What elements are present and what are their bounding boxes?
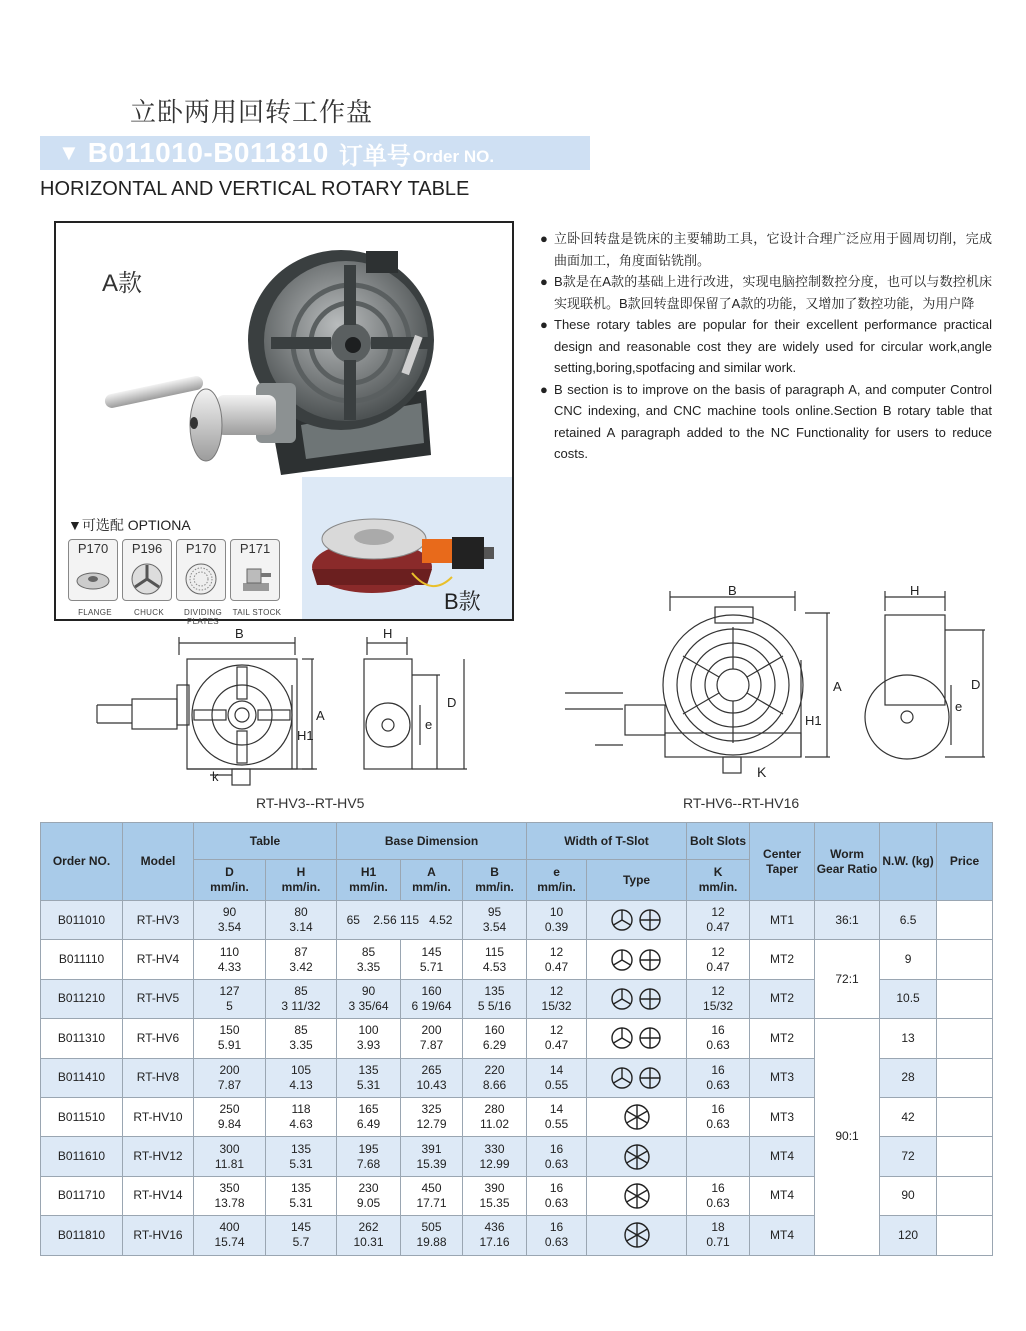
cell-price (937, 1058, 993, 1097)
cell-b: 330 12.99 (463, 1137, 527, 1176)
cell-center-taper: MT3 (750, 1097, 815, 1136)
cell-h1: 230 9.05 (337, 1176, 401, 1215)
col-header-k: K mm/in. (687, 860, 750, 901)
cell-order: B011310 (41, 1019, 123, 1058)
cell-center-taper: MT3 (750, 1058, 815, 1097)
cell-h1-a: 65 2.56 115 4.52 (337, 901, 463, 940)
dim-label-a: A (833, 679, 842, 694)
cell-a: 265 10.43 (401, 1058, 463, 1097)
option-code: P170 (185, 541, 217, 556)
cell-center-taper: MT2 (750, 979, 815, 1018)
cell-center-taper: MT2 (750, 1019, 815, 1058)
cell-order: B011710 (41, 1176, 123, 1215)
feature-text: B款是在A款的基础上进行改进，实现电脑控制数控分度，也可以与数控机床实现联机。B款回转盘即保留了A款的功能，又增加了数控功能，为用户降 (554, 274, 992, 311)
cell-e: 12 0.47 (527, 1019, 587, 1058)
cell-a: 160 6 19/64 (401, 979, 463, 1018)
product-photo-box (54, 221, 514, 626)
cell-h: 85 3 11/32 (266, 979, 337, 1018)
model-a-label: A款 (102, 270, 143, 297)
cell-e: 14 0.55 (527, 1058, 587, 1097)
rotary-table-a-photo (96, 245, 436, 485)
cell-center-taper: MT2 (750, 940, 815, 979)
order-label-cn: 订单号 (338, 142, 411, 170)
table-row (41, 1019, 993, 1058)
cell-b: 160 6.29 (463, 1019, 527, 1058)
dim-label-d: D (971, 677, 981, 692)
cell-h: 80 3.14 (266, 901, 337, 940)
dividing-plate-icon (183, 559, 219, 597)
cell-b: 390 15.35 (463, 1176, 527, 1215)
cell-type (587, 1137, 687, 1176)
option-caption: CHUCK (134, 608, 164, 617)
tslot-type-icon (608, 1026, 666, 1050)
col-header-type: Type (587, 860, 687, 901)
optional-accessories-title: ▼可选配 OPTIONA (68, 517, 191, 533)
option-caption: FLANGE (78, 608, 112, 617)
cell-order: B011210 (41, 979, 123, 1018)
order-number-bar (40, 136, 590, 170)
cell-model: RT-HV14 (123, 1176, 194, 1215)
cell-d: 150 5.91 (194, 1019, 266, 1058)
tslot-type-icon (608, 987, 666, 1011)
cell-worm-ratio: 36:1 (815, 901, 880, 940)
cell-type (587, 1216, 687, 1255)
dim-label-h1: H1 (805, 713, 822, 728)
cell-type (587, 940, 687, 979)
cell-net-weight: 28 (880, 1058, 937, 1097)
cell-net-weight: 72 (880, 1137, 937, 1176)
cell-k: 16 0.63 (687, 1058, 750, 1097)
cell-net-weight: 42 (880, 1097, 937, 1136)
col-header-e: e mm/in. (527, 860, 587, 901)
chuck-icon (129, 559, 165, 597)
cell-worm-ratio: 72:1 (815, 940, 880, 1019)
col-header-order: Order NO. (41, 823, 123, 901)
cell-model: RT-HV8 (123, 1058, 194, 1097)
cell-h: 145 5.7 (266, 1216, 337, 1255)
cell-net-weight: 90 (880, 1176, 937, 1215)
cell-a: 325 12.79 (401, 1097, 463, 1136)
drawing-rt-hv3-hv5 (92, 625, 482, 790)
cell-net-weight: 120 (880, 1216, 937, 1255)
cell-model: RT-HV16 (123, 1216, 194, 1255)
cell-net-weight: 13 (880, 1019, 937, 1058)
cell-e: 12 0.47 (527, 940, 587, 979)
specification-table (40, 822, 993, 1256)
optional-accessories-row (68, 539, 282, 626)
feature-bullet: ● 立卧回转盘是铣床的主要辅助工具，它设计合理广泛应用于圆周切削，完成曲面加工，角度面钻铣削。 (540, 231, 992, 268)
model-b-label: B款 (444, 589, 481, 614)
cell-e: 14 0.55 (527, 1097, 587, 1136)
col-header-table: Table (194, 823, 337, 860)
cell-price (937, 1097, 993, 1136)
option-card-chuck (122, 539, 172, 617)
cell-d: 127 5 (194, 979, 266, 1018)
cell-d: 400 15.74 (194, 1216, 266, 1255)
cell-a: 391 15.39 (401, 1137, 463, 1176)
cell-h1: 195 7.68 (337, 1137, 401, 1176)
cell-h1: 90 3 35/64 (337, 979, 401, 1018)
drawing-rt-hv6-hv16 (555, 585, 995, 785)
feature-bullet: ● B section is to improve on the basis of paragraph A, and computer Control CNC indexing, and CNC machine tools online.Section B rotary table that retained A paragraph added to the NC Functionality for users to reduce costs. (540, 381, 992, 461)
cell-h1: 262 10.31 (337, 1216, 401, 1255)
option-card-flange (68, 539, 118, 617)
cell-type (587, 901, 687, 940)
cell-a: 145 5.71 (401, 940, 463, 979)
order-code-range: B011010-B011810 (87, 137, 329, 168)
triangle-down-icon: ▼ (58, 140, 80, 165)
col-header-price: Price (937, 823, 993, 901)
cell-e: 10 0.39 (527, 901, 587, 940)
cell-type (587, 1097, 687, 1136)
option-card-tail-stock (230, 539, 282, 617)
col-header-bolt-slots: Bolt Slots (687, 823, 750, 860)
cell-net-weight: 9 (880, 940, 937, 979)
cell-a: 505 19.88 (401, 1216, 463, 1255)
cell-h1: 85 3.35 (337, 940, 401, 979)
col-header-center-taper: Center Taper (750, 823, 815, 901)
tslot-type-icon (622, 1143, 652, 1171)
cell-type (587, 1176, 687, 1215)
cell-price (937, 940, 993, 979)
dim-label-k: K (757, 764, 767, 780)
cell-h: 135 5.31 (266, 1137, 337, 1176)
cell-price (937, 1137, 993, 1176)
cell-net-weight: 6.5 (880, 901, 937, 940)
cell-h: 118 4.63 (266, 1097, 337, 1136)
option-code: P170 (77, 541, 109, 556)
cell-b: 135 5 5/16 (463, 979, 527, 1018)
col-header-d: D mm/in. (194, 860, 266, 901)
cell-net-weight: 10.5 (880, 979, 937, 1018)
cell-k: 12 0.47 (687, 940, 750, 979)
col-header-base-dimension: Base Dimension (337, 823, 527, 860)
cell-e: 16 0.63 (527, 1216, 587, 1255)
feature-text: These rotary tables are popular for their excellent performance practical design and reasonable cost they are widely used for circular work,angle setting,boring,spotfacing and similar work. (554, 317, 992, 375)
cell-b: 220 8.66 (463, 1058, 527, 1097)
cell-b: 280 11.02 (463, 1097, 527, 1136)
cell-center-taper: MT4 (750, 1176, 815, 1215)
cell-d: 250 9.84 (194, 1097, 266, 1136)
tslot-type-icon (622, 1221, 652, 1249)
col-header-tslot-width: Width of T-Slot (527, 823, 687, 860)
dim-label-b: B (235, 626, 244, 641)
cell-a: 200 7.87 (401, 1019, 463, 1058)
cell-order: B011610 (41, 1137, 123, 1176)
dim-label-a: A (316, 708, 325, 723)
cell-model: RT-HV5 (123, 979, 194, 1018)
feature-description-list (540, 228, 992, 465)
cell-model: RT-HV3 (123, 901, 194, 940)
cell-order: B011410 (41, 1058, 123, 1097)
tslot-type-icon (608, 1066, 666, 1090)
option-code: P171 (239, 541, 271, 556)
cell-h: 87 3.42 (266, 940, 337, 979)
drawing-caption-left: RT-HV3--RT-HV5 (256, 795, 365, 811)
cell-model: RT-HV10 (123, 1097, 194, 1136)
cell-e: 16 0.63 (527, 1137, 587, 1176)
cell-k: 16 0.63 (687, 1097, 750, 1136)
cell-model: RT-HV12 (123, 1137, 194, 1176)
cell-price (937, 1176, 993, 1215)
cell-type (587, 1019, 687, 1058)
option-card-dividing-plates (176, 539, 226, 626)
tslot-type-icon (608, 948, 666, 972)
cell-model: RT-HV6 (123, 1019, 194, 1058)
cell-price (937, 1019, 993, 1058)
dim-label-k: k (212, 769, 219, 784)
cell-b: 436 17.16 (463, 1216, 527, 1255)
cell-h: 135 5.31 (266, 1176, 337, 1215)
cell-k: 16 0.63 (687, 1019, 750, 1058)
cell-k: 12 15/32 (687, 979, 750, 1018)
col-header-b: B mm/in. (463, 860, 527, 901)
cell-model: RT-HV4 (123, 940, 194, 979)
page-title-en: HORIZONTAL AND VERTICAL ROTARY TABLE (40, 178, 470, 200)
cell-order: B011110 (41, 940, 123, 979)
option-caption: DIVIDING PLATES (184, 608, 222, 626)
cell-price (937, 901, 993, 940)
cell-order: B011510 (41, 1097, 123, 1136)
feature-text: 立卧回转盘是铣床的主要辅助工具，它设计合理广泛应用于圆周切削，完成曲面加工，角度面钻铣削。 (554, 231, 992, 268)
option-code: P196 (131, 541, 163, 556)
cell-price (937, 1216, 993, 1255)
cell-d: 110 4.33 (194, 940, 266, 979)
cell-d: 300 11.81 (194, 1137, 266, 1176)
cell-b: 115 4.53 (463, 940, 527, 979)
cell-h: 85 3.35 (266, 1019, 337, 1058)
cell-center-taper: MT4 (750, 1216, 815, 1255)
cell-b: 95 3.54 (463, 901, 527, 940)
order-label-en: Order NO. (412, 147, 495, 166)
cell-worm-ratio: 90:1 (815, 1019, 880, 1255)
cell-k: 12 0.47 (687, 901, 750, 940)
cell-d: 350 13.78 (194, 1176, 266, 1215)
cell-h: 105 4.13 (266, 1058, 337, 1097)
cell-d: 90 3.54 (194, 901, 266, 940)
tslot-type-icon (622, 1182, 652, 1210)
cell-a: 450 17.71 (401, 1176, 463, 1215)
drawing-caption-right: RT-HV6--RT-HV16 (683, 795, 800, 811)
cell-e: 12 15/32 (527, 979, 587, 1018)
col-header-a: A mm/in. (401, 860, 463, 901)
cell-center-taper: MT1 (750, 901, 815, 940)
cell-order: B011810 (41, 1216, 123, 1255)
dim-label-d: D (447, 695, 457, 710)
feature-bullet: ● These rotary tables are popular for their excellent performance practical design and reasonable cost they are widely used for circular work,angle setting,boring,spotfacing and similar work. (540, 317, 992, 375)
page-title-cn: 立卧两用回转工作盘 (130, 97, 374, 127)
cell-h1: 135 5.31 (337, 1058, 401, 1097)
table-row (41, 940, 993, 979)
feature-bullet: ● B款是在A款的基础上进行改进，实现电脑控制数控分度，也可以与数控机床实现联机。B款回转盘即保留了A款的功能，又增加了数控功能，为用户降 (540, 274, 992, 311)
col-header-net-weight: N.W. (kg) (880, 823, 937, 901)
cell-type (587, 1058, 687, 1097)
cell-h1: 100 3.93 (337, 1019, 401, 1058)
dim-label-h: H (383, 626, 393, 641)
cell-order: B011010 (41, 901, 123, 940)
option-caption: TAIL STOCK (232, 608, 282, 617)
cell-center-taper: MT4 (750, 1137, 815, 1176)
cell-h1: 165 6.49 (337, 1097, 401, 1136)
col-header-worm-gear-ratio: Worm Gear Ratio (815, 823, 880, 901)
tslot-type-icon (622, 1103, 652, 1131)
dim-label-e: e (425, 717, 433, 732)
dim-label-b: B (728, 585, 737, 598)
cell-type (587, 979, 687, 1018)
dim-label-h: H (910, 585, 920, 598)
dim-label-e: e (955, 699, 963, 714)
feature-text: B section is to improve on the basis of paragraph A, and computer Control CNC indexing, and CNC machine tools online.Section B rotary table that retained A paragraph added to the NC Functionality for users to reduce costs. (554, 381, 992, 461)
tail-stock-icon (237, 559, 273, 597)
col-header-model: Model (123, 823, 194, 901)
tslot-type-icon (608, 908, 666, 932)
col-header-h1: H1 mm/in. (337, 860, 401, 901)
cell-k: 18 0.71 (687, 1216, 750, 1255)
cell-k (687, 1137, 750, 1176)
dim-label-h1: H1 (297, 728, 314, 743)
cell-k: 16 0.63 (687, 1176, 750, 1215)
table-row (41, 901, 993, 940)
cell-price (937, 979, 993, 1018)
col-header-h: H mm/in. (266, 860, 337, 901)
cell-e: 16 0.63 (527, 1176, 587, 1215)
cell-d: 200 7.87 (194, 1058, 266, 1097)
flange-icon (75, 559, 111, 597)
